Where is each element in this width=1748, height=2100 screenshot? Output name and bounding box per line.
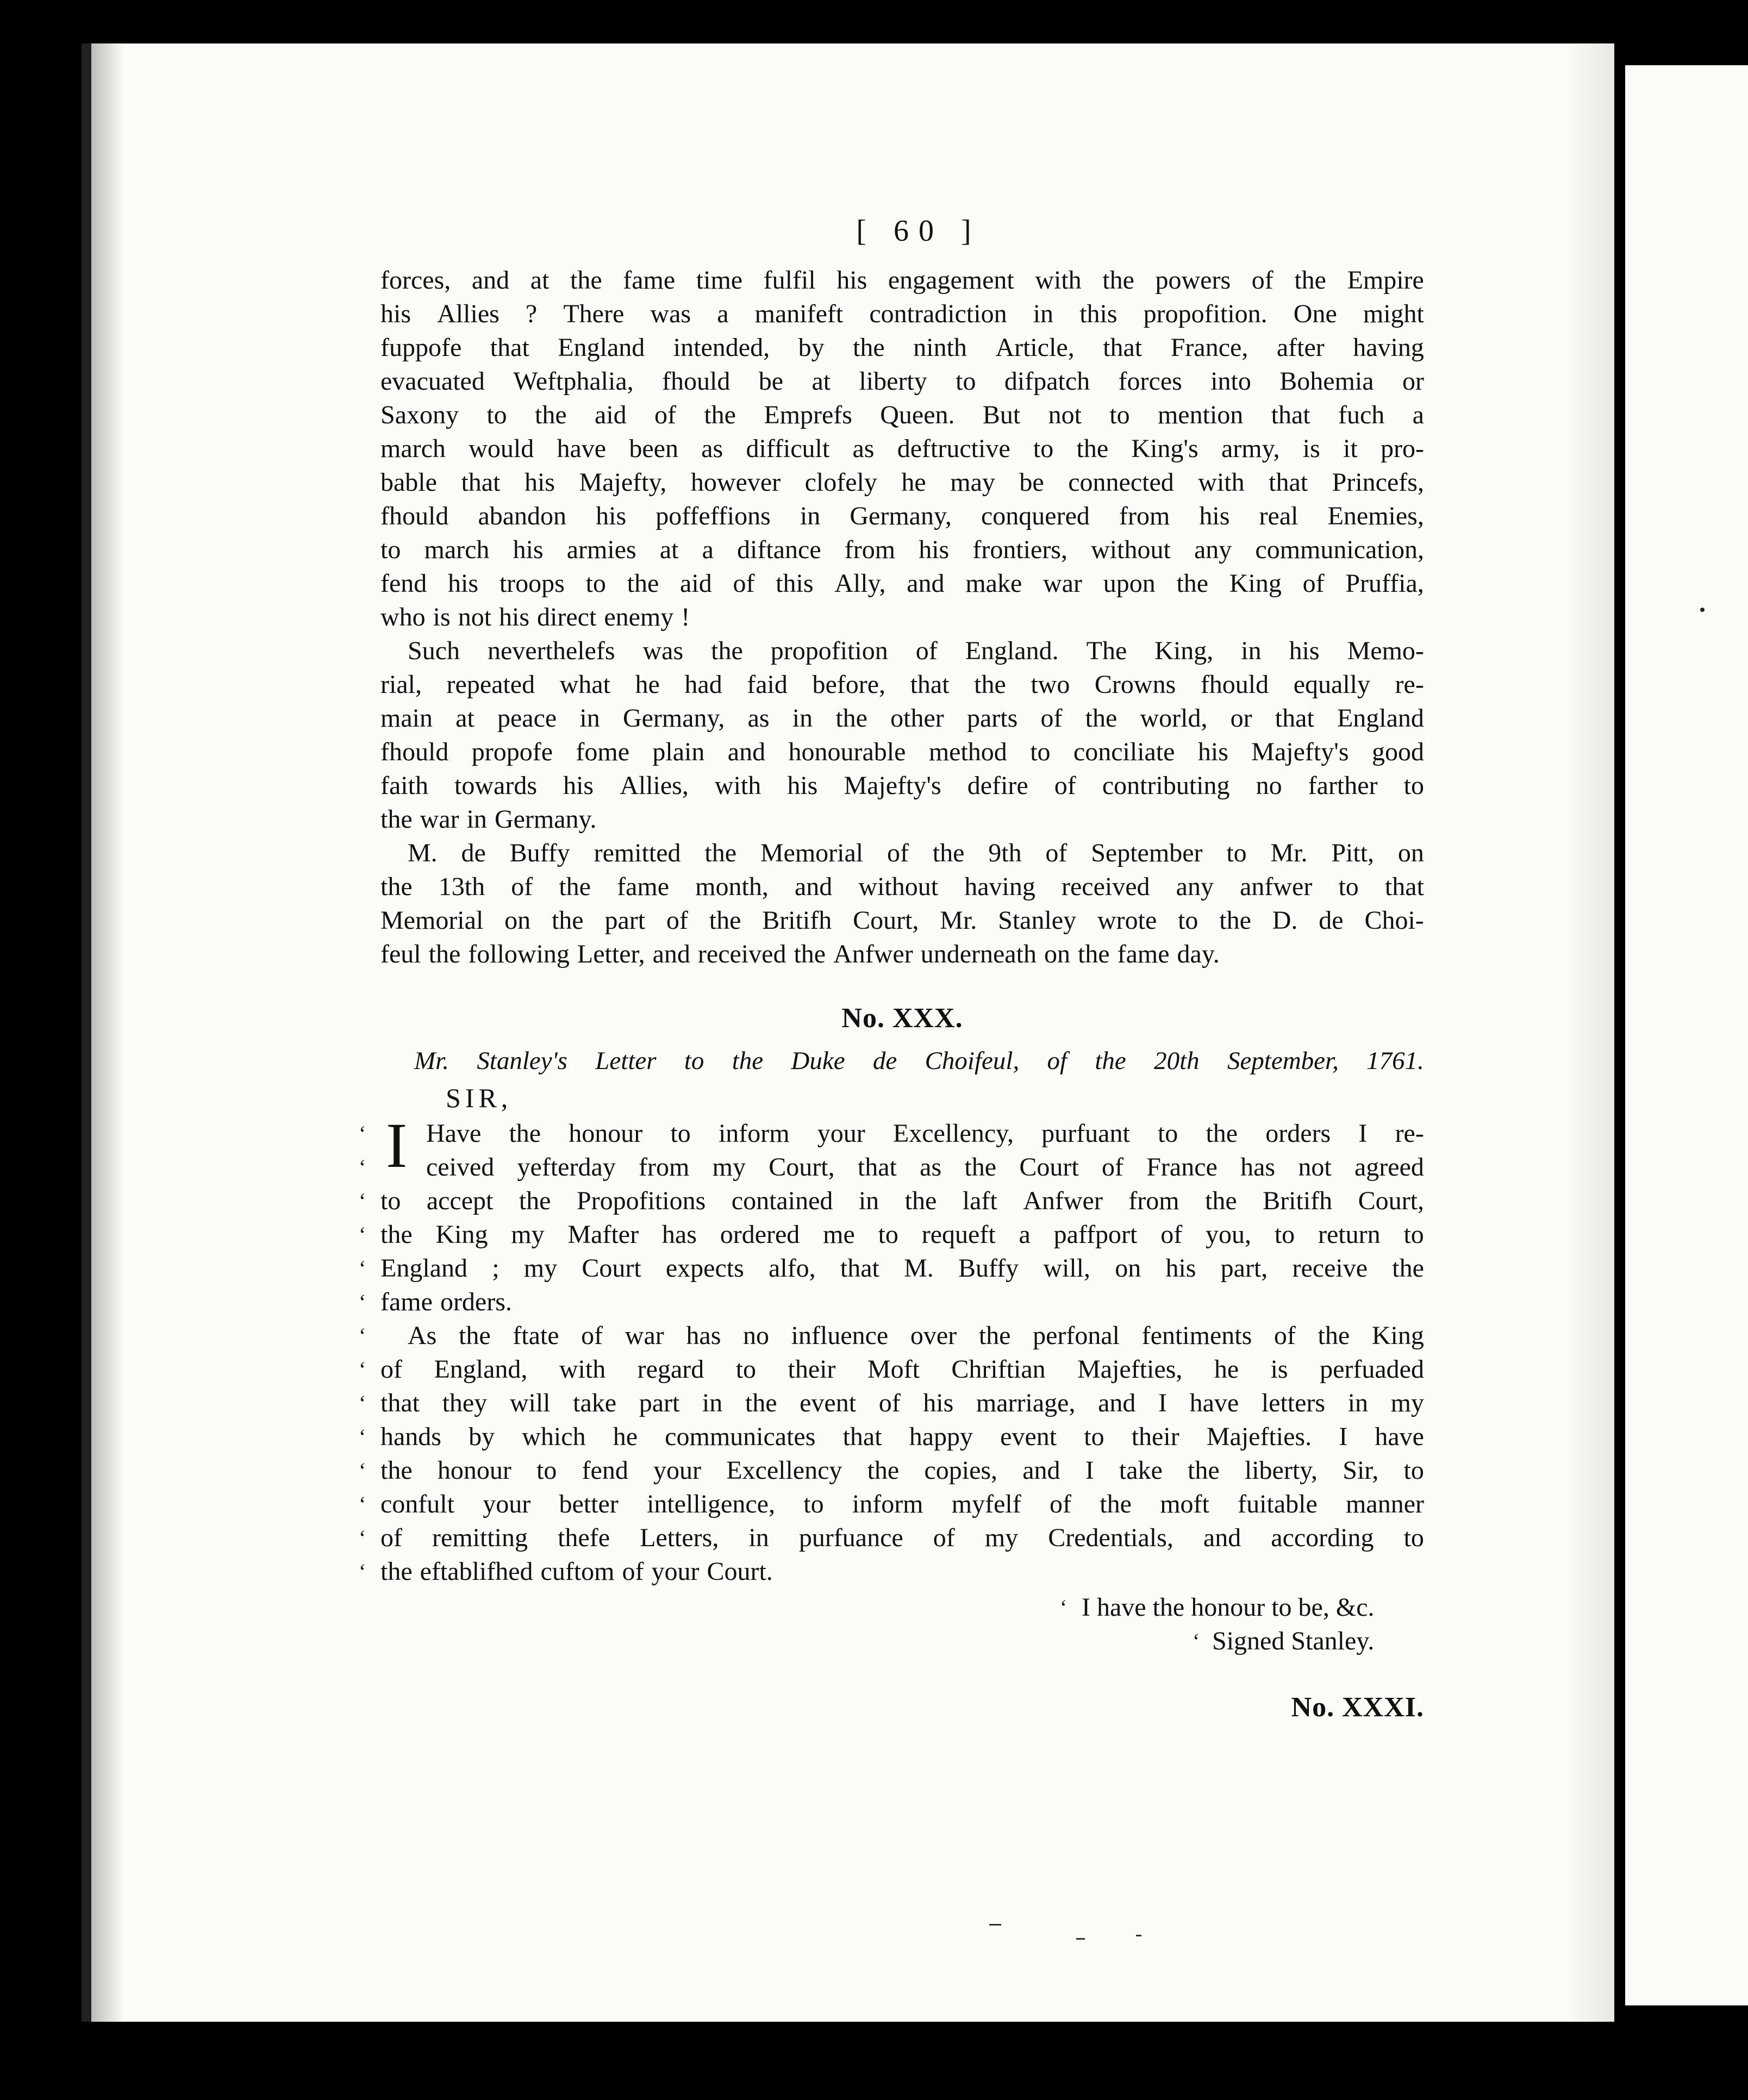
facing-page-mark [1700,608,1705,612]
text-line: As the ftate of war has no influence over the perfonal fentiments of the King ‘ [380,1319,1424,1353]
text-line: of England, with regard to their Moft Chriftian Majefties, he is perfuaded ‘ [380,1353,1424,1386]
text-line: feul the following Letter, and received the Anfwer underneath on the fame day. [380,940,1220,968]
page-number: [ 60 ] [856,214,981,248]
quote-mark: ‘ [359,1458,366,1483]
text-line: forces, and at the fame time fulfil his engagement with the powers of the Empire [380,266,1424,295]
quote-mark: ‘ [359,1357,366,1382]
text-line: fend his troops to the aid of this Ally, and make war upon the King of Pruffia, [380,569,1424,598]
text-line: his Allies ? There was a manifeft contradiction in this propofition. One might [380,299,1424,328]
letter-caption: Mr. Stanley's Letter to the Duke de Choifeul, of the 20th September, 1761. [414,1047,1424,1075]
text-line: M. de Buffy remitted the Memorial of the 9th of September to Mr. Pitt, on [408,839,1424,867]
letter-signature: Signed Stanley. [1212,1627,1375,1655]
text-line: Saxony to the aid of the Emprefs Queen. But not to mention that fuch a [380,401,1424,429]
text-line: Such neverthelefs was the propofition of England. The King, in his Memo- [408,636,1424,665]
text-line: fhould propofe fome plain and honourable method to conciliate his Majefty's good [380,738,1424,766]
text-line: to accept the Propofitions contained in the laft Anfwer from the Britifh Court, ‘ [380,1184,1424,1218]
text-line: the honour to fend your Excellency the copies, and I take the liberty, Sir, to ‘ [380,1454,1424,1488]
text-line: main at peace in Germany, as in the other parts of the world, or that England [380,704,1424,733]
text-line: evacuated Weftphalia, fhould be at liberty to difpatch forces into Bohemia or [380,367,1424,396]
page-gutter-shadow [91,43,124,2022]
paragraph-1 [380,264,1424,634]
text-line: the King my Mafter has ordered me to requeft a paffport of you, to return to ‘ [380,1218,1424,1252]
quote-mark: ‘ [359,1492,366,1516]
text-line: faith towards his Allies, with his Majefty's defire of contributing no farther to [380,771,1424,800]
text-line: of remitting thefe Letters, in purfuance of my Credentials, and according to ‘ [380,1521,1424,1555]
text-line: confult your better intelligence, to inform myfelf of the moft fuitable manner ‘ [380,1488,1424,1521]
text-line: fhould abandon his poffeffions in Germany, conquered from his real Enemies, [380,502,1424,530]
quote-mark: ‘ [359,1526,366,1550]
drop-cap: I [386,1110,408,1181]
letter-closing: I have the honour to be, &c. [1082,1593,1375,1622]
quote-mark: ‘ [359,1121,366,1146]
quote-mark: ‘ [359,1323,366,1348]
page-text [359,209,1424,1727]
catchword: No. XXXI. [1291,1692,1424,1723]
quote-mark: ‘ [1060,1595,1067,1620]
letter-closing-block [380,1591,1424,1658]
letter-salutation: SIR, [446,1083,513,1113]
quote-mark: ‘ [359,1222,366,1247]
quote-mark: ‘ [359,1189,366,1213]
text-line: who is not his direct enemy ! [380,603,690,632]
facing-page-edge [1625,65,1748,2005]
quote-mark: ‘ [1193,1629,1200,1653]
text-line: Have the honour to inform your Excellency, purfuant to the orders I re- ‘ [380,1117,1424,1151]
text-line: ceived yefterday from my Court, that as the Court of France has not agreed ‘ [380,1151,1424,1184]
quote-mark: ‘ [359,1256,366,1280]
quote-mark: ‘ [359,1559,366,1584]
text-line: the war in Germany. [380,805,597,834]
paragraph-2 [380,634,1424,836]
text-line: rial, repeated what he had faid before, that the two Crowns fhould equally re- [380,670,1424,699]
text-line: Memorial on the part of the Britifh Court, Mr. Stanley wrote to the D. de Choi- [380,906,1424,935]
quote-mark: ‘ [359,1391,366,1415]
text-line: march would have been as difficult as deftructive to the King's army, is it pro- [380,434,1424,463]
text-line: the 13th of the fame month, and without having received any anfwer to that [380,872,1424,901]
letter-paragraph-2 [359,1319,1424,1589]
text-line: hands by which he communicates that happy event to their Majefties. I have ‘ [380,1420,1424,1454]
text-line: fame orders. ‘ [380,1285,1424,1319]
quote-mark: ‘ [359,1155,366,1179]
quote-mark: ‘ [359,1424,366,1449]
text-line: that they will take part in the event of his marriage, and I have letters in my ‘ [380,1386,1424,1420]
paragraph-3 [380,836,1424,971]
ink-speck [989,1924,1001,1926]
text-line: the eftablifhed cuftom of your Court. ‘ [380,1555,1424,1589]
ink-speck [1076,1938,1085,1940]
text-line: bable that his Majefty, however clofely he may be connected with that Princefs, [380,468,1424,497]
text-line: England ; my Court expects alfo, that M. Buffy will, on his part, receive the ‘ [380,1252,1424,1285]
ink-speck [1136,1935,1141,1936]
quote-mark: ‘ [359,1290,366,1314]
text-line: to march his armies at a diftance from his frontiers, without any communication, [380,535,1424,564]
section-heading: No. XXX. [841,1003,963,1034]
letter-paragraph-1 [359,1110,1424,1319]
page-right-edge [1565,43,1614,2022]
text-line: fuppofe that England intended, by the ninth Article, that France, after having [380,333,1424,362]
